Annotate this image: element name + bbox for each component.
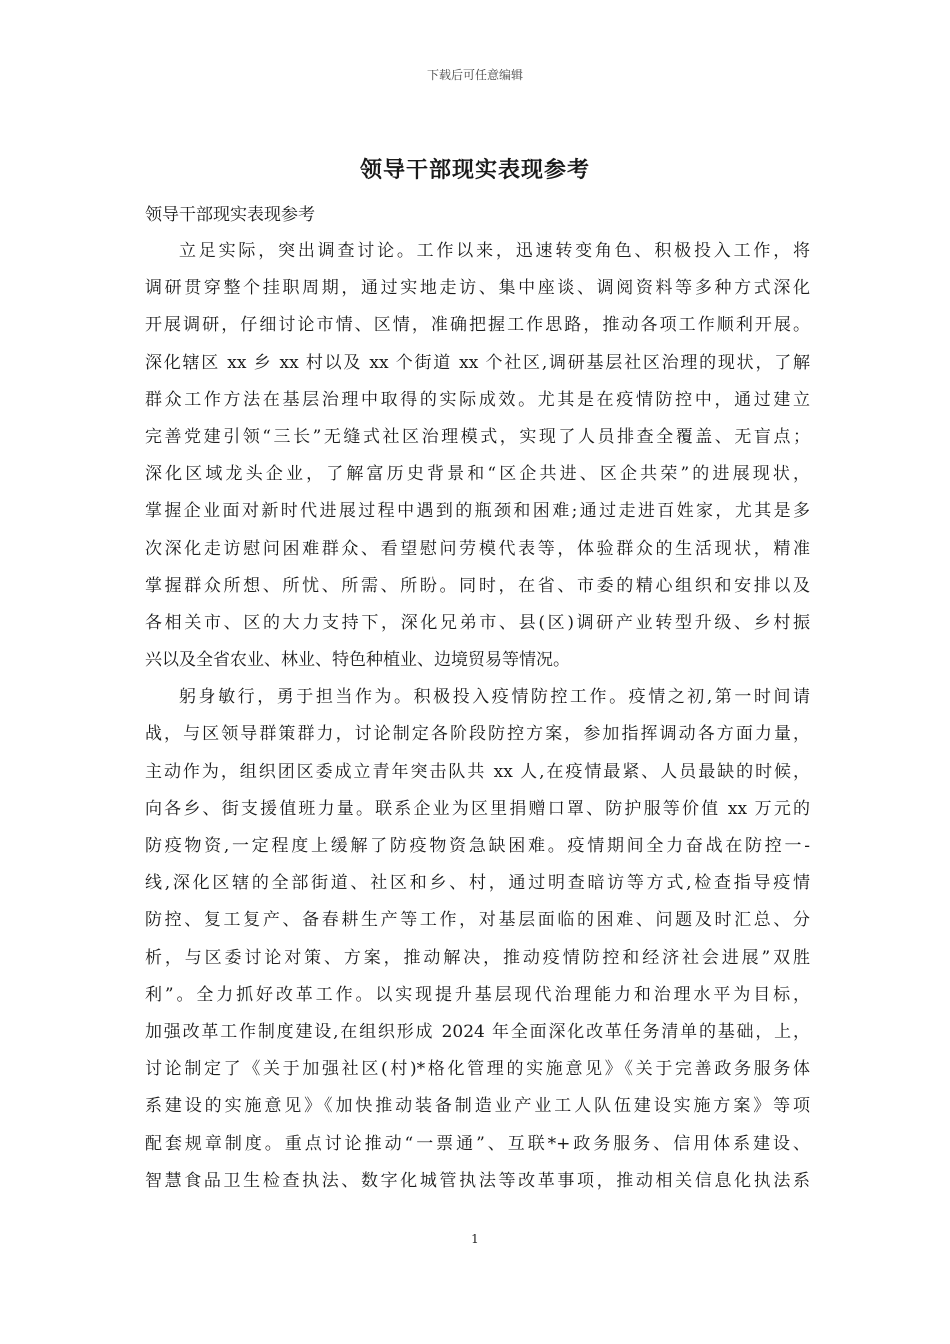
paragraph-2-line: 加强改革工作制度建设,在组织形成 2024 年全面深化改革任务清单的基础，上， <box>145 1021 810 1042</box>
paragraph-2-line: 析，与区委讨论对策、方案，推动解决，推动疫情防控和经济社会进展”双胜 <box>145 947 810 968</box>
page-number: 1 <box>471 1232 479 1246</box>
paragraph-1-line: 掌握群众所想、所忧、所需、所盼。同时，在省、市委的精心组织和安排以及 <box>145 575 810 596</box>
paragraph-1-line: 掌握企业面对新时代进展过程中遇到的瓶颈和困难;通过走进百姓家，尤其是多 <box>145 501 810 522</box>
paragraph-1-line: 完善党建引领“三长”无缝式社区治理模式，实现了人员排查全覆盖、无盲点； <box>145 426 810 447</box>
paragraph-2-line: 防控、复工复产、备春耕生产等工作，对基层面临的困难、问题及时汇总、分 <box>145 910 810 931</box>
paragraph-1-line: 调研贯穿整个挂职周期，通过实地走访、集中座谈、调阅资料等多种方式深化 <box>145 278 810 299</box>
paragraph-1-line: 深化辖区 xx 乡 xx 村以及 xx 个街道 xx 个社区,调研基层社区治理的现状，了解 <box>145 352 810 373</box>
paragraph-1-line: 立足实际，突出调查讨论。工作以来，迅速转变角色、积极投入工作，将 <box>179 241 810 261</box>
header-note: 下载后可任意编辑 <box>426 68 523 82</box>
paragraph-1-line: 开展调研，仔细讨论市情、区情，准确把握工作思路，推动各项工作顺利开展。 <box>145 315 810 336</box>
paragraph-2-line: 防疫物资,一定程度上缓解了防疫物资急缺困难。疫情期间全力奋战在防控一- <box>145 836 810 856</box>
paragraph-2-line: 主动作为，组织团区委成立青年突击队共 xx 人,在疫情最紧、人员最缺的时候， <box>145 761 810 782</box>
paragraph-2-line: 利”。全力抓好改革工作。以实现提升基层现代治理能力和治理水平为目标， <box>145 984 810 1005</box>
document-subtitle: 领导干部现实表现参考 <box>145 205 315 225</box>
body-text <box>145 233 810 1200</box>
paragraph-2-line: 系建设的实施意见》《加快推动装备制造业产业工人队伍建设实施方案》等项 <box>145 1096 810 1117</box>
paragraph-2-line: 躬身敏行，勇于担当作为。积极投入疫情防控工作。疫情之初,第一时间请 <box>179 687 810 708</box>
paragraph-1-line: 深化区域龙头企业，了解富历史背景和“区企共进、区企共荣”的进展现状， <box>145 464 810 485</box>
paragraph-2-line: 战，与区领导群策群力，讨论制定各阶段防控方案，参加指挥调动各方面力量， <box>145 724 810 745</box>
paragraph-1-line: 次深化走访慰问困难群众、看望慰问劳模代表等，体验群众的生活现状，精准 <box>145 538 810 559</box>
paragraph-2-line: 线,深化区辖的全部街道、社区和乡、村，通过明查暗访等方式,检查指导疫情 <box>145 873 810 894</box>
paragraph-1-line: 群众工作方法在基层治理中取得的实际成效。尤其是在疫情防控中，通过建立 <box>145 389 810 410</box>
document-title: 领导干部现实表现参考 <box>359 157 590 183</box>
paragraph-2-line: 智慧食品卫生检查执法、数字化城管执法等改革事项，推动相关信息化执法系 <box>145 1170 810 1191</box>
paragraph-1-line: 兴以及全省农业、林业、特色种植业、边境贸易等情况。 <box>145 650 570 671</box>
paragraph-2-line: 配套规章制度。重点讨论推动“一票通”、互联*+政务服务、信用体系建设、 <box>145 1133 810 1154</box>
paragraph-2-line: 讨论制定了《关于加强社区(村)*格化管理的实施意见》《关于完善政务服务体 <box>145 1059 810 1080</box>
paragraph-1-line: 各相关市、区的大力支持下，深化兄弟市、县(区)调研产业转型升级、乡村振 <box>145 612 810 633</box>
paragraph-2-line: 向各乡、街支援值班力量。联系企业为区里捐赠口罩、防护服等价值 xx 万元的 <box>145 798 810 819</box>
